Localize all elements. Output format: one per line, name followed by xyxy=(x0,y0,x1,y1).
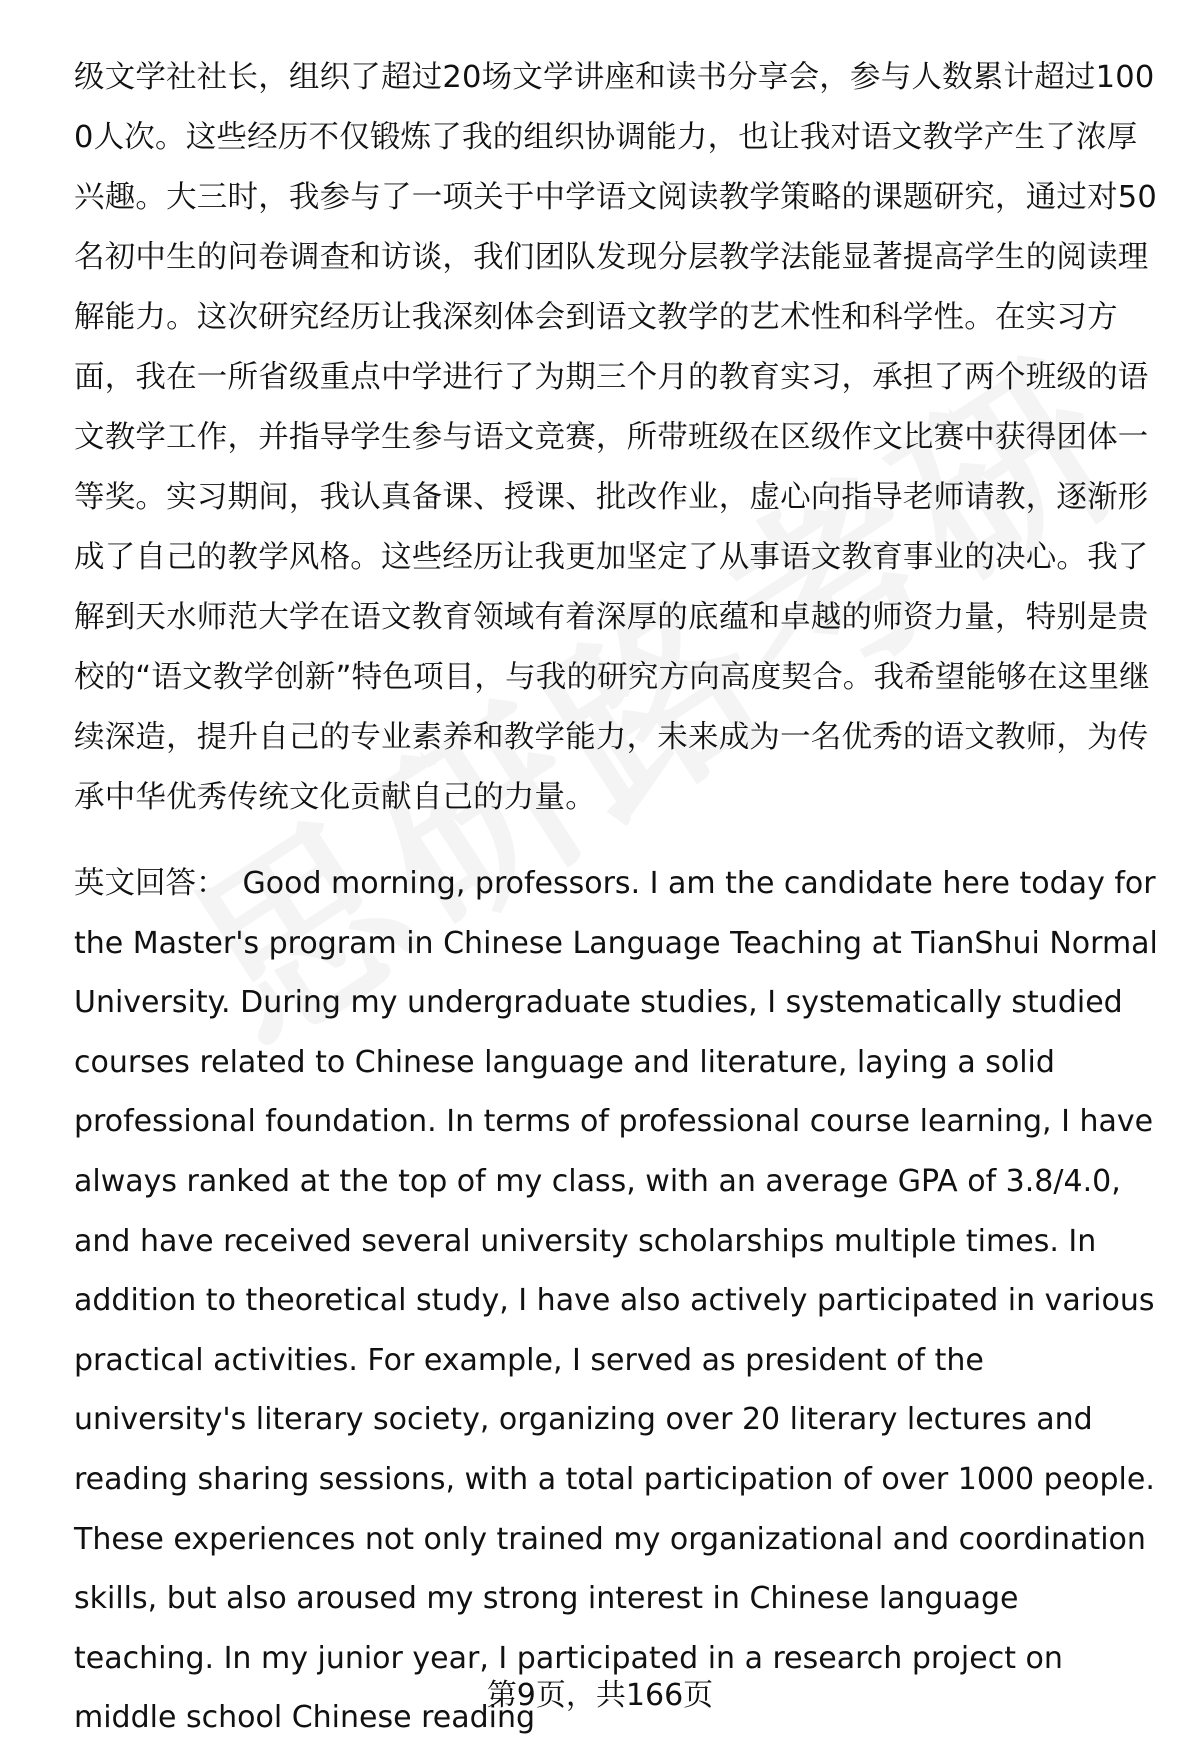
english-answer-paragraph xyxy=(74,854,1164,1748)
chinese-paragraph: 级文学社社长，组织了超过20场文学讲座和读书分享会，参与人数累计超过1000人次。这些经历不仅锻炼了我的组织协调能力，也让我对语文教学产生了浓厚兴趣。大三时，我参与了一项关于中学语文阅读教学策略的课题研究，通过对50名初中生的问卷调查和访谈，我们团队发现分层教学法能显著提高学生的阅读理解能力。这次研究经历让我深刻体会到语文教学的艺术性和科学性。在实习方面，我在一所省级重点中学进行了为期三个月的教育实习，承担了两个班级的语文教学工作，并指导学生参与语文竞赛，所带班级在区级作文比赛中获得团体一等奖。实习期间，我认真备课、授课、批改作业，虚心向指导老师请教，逐渐形成了自己的教学风格。这些经历让我更加坚定了从事语文教育事业的决心。我了解到天水师范大学在语文教育领域有着深厚的底蕴和卓越的师资力量，特别是贵校的“语文教学创新”特色项目，与我的研究方向高度契合。我希望能够在这里继续深造，提升自己的专业素养和教学能力，未来成为一名优秀的语文教师，为传承中华优秀传统文化贡献自己的力量。 xyxy=(74,60,1158,815)
document-page xyxy=(74,48,1164,1748)
page-indicator: 第9页，共166页 xyxy=(486,1678,714,1713)
english-answer-text: Good morning, professors. I am the candidate here today for the Master's program in Chinese Language Teaching at TianShui Normal University. During my undergraduate studies, I systematically studied courses related to Chinese language and literature, laying a solid professional foundation. In terms of professional course learning, I have always ranked at the top of my class, with an average GPA of 3.8/4.0, and have received several university scholarships multiple times. In addition to theoretical study, I have also actively participated in various practical activities. For example, I served as president of the university's literary society, organizing over 20 literary lectures and reading sharing sessions, with a total participation of over 1000 people. These experiences not only trained my organizational and coordination skills, but also aroused my strong interest in Chinese language teaching. In my junior year, I participated in a research project on middle school Chinese reading xyxy=(74,866,1158,1736)
english-answer-label: 英文回答： xyxy=(74,866,227,901)
